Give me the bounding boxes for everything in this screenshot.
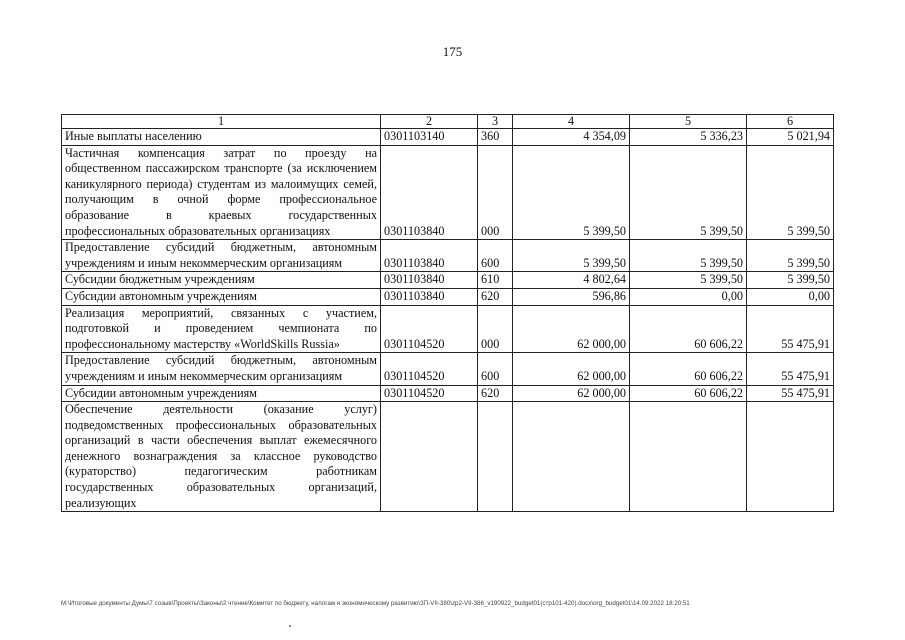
table-row bbox=[62, 272, 834, 289]
row-amount-2 bbox=[630, 402, 747, 512]
row-kvr: 600 bbox=[478, 240, 513, 272]
row-kvr: 620 bbox=[478, 288, 513, 305]
row-amount-2: 5 399,50 bbox=[630, 272, 747, 289]
row-amount-2: 60 606,22 bbox=[630, 305, 747, 353]
header-cell: 6 bbox=[747, 115, 834, 129]
table-row bbox=[62, 240, 834, 272]
row-code: 0301103840 bbox=[381, 145, 478, 240]
row-amount-2: 60 606,22 bbox=[630, 353, 747, 385]
row-code bbox=[381, 402, 478, 512]
scan-speck bbox=[289, 625, 291, 627]
row-amount-3: 5 399,50 bbox=[747, 145, 834, 240]
row-amount-1: 62 000,00 bbox=[513, 385, 630, 402]
table-row bbox=[62, 402, 834, 512]
table-header-row bbox=[62, 115, 834, 129]
row-amount-3: 55 475,91 bbox=[747, 353, 834, 385]
row-code: 0301104520 bbox=[381, 385, 478, 402]
row-amount-2: 5 399,50 bbox=[630, 240, 747, 272]
row-kvr: 600 bbox=[478, 353, 513, 385]
row-amount-1 bbox=[513, 402, 630, 512]
row-name: Частичная компенсация затрат по проезду на общественном пассажирском транспорте (за исключением каникулярного периода) студентам из малоимущих семей, получающим в очной форме профессиональное образование в краевых государственных профессиональных образовательных организациях bbox=[62, 145, 381, 240]
row-kvr: 000 bbox=[478, 305, 513, 353]
table-row bbox=[62, 129, 834, 146]
budget-table bbox=[61, 114, 834, 512]
row-amount-1: 4 802,64 bbox=[513, 272, 630, 289]
row-name: Предоставление субсидий бюджетным, автономным учреждениям и иным некоммерческим организациям bbox=[62, 353, 381, 385]
header-cell: 2 bbox=[381, 115, 478, 129]
row-kvr: 360 bbox=[478, 129, 513, 146]
row-amount-3 bbox=[747, 402, 834, 512]
row-amount-3: 5 399,50 bbox=[747, 272, 834, 289]
row-amount-2: 0,00 bbox=[630, 288, 747, 305]
row-amount-1: 596,86 bbox=[513, 288, 630, 305]
row-name: Иные выплаты населению bbox=[62, 129, 381, 146]
row-code: 0301104520 bbox=[381, 353, 478, 385]
row-name: Обеспечение деятельности (оказание услуг) подведомственных профессиональных образовательных организаций в части обеспечения выплат ежемесячного денежного вознаграждения за классное руководство (кураторство) педагогическим работникам государственных образовательных организаций, реализующих bbox=[62, 402, 381, 512]
row-kvr: 610 bbox=[478, 272, 513, 289]
row-code: 0301103140 bbox=[381, 129, 478, 146]
row-kvr: 000 bbox=[478, 145, 513, 240]
row-amount-1: 62 000,00 bbox=[513, 305, 630, 353]
row-kvr bbox=[478, 402, 513, 512]
row-code: 0301104520 bbox=[381, 305, 478, 353]
row-amount-3: 55 475,91 bbox=[747, 385, 834, 402]
row-amount-3: 5 021,94 bbox=[747, 129, 834, 146]
row-name: Реализация мероприятий, связанных с участием, подготовкой и проведением чемпионата по профессиональному мастерству «WorldSkills Russia» bbox=[62, 305, 381, 353]
table-row bbox=[62, 305, 834, 353]
row-code: 0301103840 bbox=[381, 288, 478, 305]
row-name: Субсидии бюджетным учреждениям bbox=[62, 272, 381, 289]
row-amount-2: 60 606,22 bbox=[630, 385, 747, 402]
document-path-footer: M:\Итоговые документы Думы\7 созыв\Проекты\Законы\2 чтение\Комитет по бюджету, налогам и экономическому развитию\ЗП-VII-380\zp2-VII-386_v190922_budget01(стр101-420).docx\org_budget01\14.09.2022 18:20:51 bbox=[61, 600, 690, 607]
header-cell: 4 bbox=[513, 115, 630, 129]
row-code: 0301103840 bbox=[381, 240, 478, 272]
header-cell: 5 bbox=[630, 115, 747, 129]
table-row bbox=[62, 288, 834, 305]
row-amount-1: 62 000,00 bbox=[513, 353, 630, 385]
table-row bbox=[62, 353, 834, 385]
row-amount-1: 5 399,50 bbox=[513, 240, 630, 272]
header-cell: 3 bbox=[478, 115, 513, 129]
row-name: Субсидии автономным учреждениям bbox=[62, 385, 381, 402]
row-amount-3: 55 475,91 bbox=[747, 305, 834, 353]
header-cell: 1 bbox=[62, 115, 381, 129]
row-amount-2: 5 399,50 bbox=[630, 145, 747, 240]
row-name: Субсидии автономным учреждениям bbox=[62, 288, 381, 305]
table-row bbox=[62, 145, 834, 240]
row-amount-2: 5 336,23 bbox=[630, 129, 747, 146]
row-amount-3: 5 399,50 bbox=[747, 240, 834, 272]
row-code: 0301103840 bbox=[381, 272, 478, 289]
page-number: 175 bbox=[442, 44, 463, 59]
row-amount-1: 5 399,50 bbox=[513, 145, 630, 240]
row-amount-3: 0,00 bbox=[747, 288, 834, 305]
row-name: Предоставление субсидий бюджетным, автономным учреждениям и иным некоммерческим организациям bbox=[62, 240, 381, 272]
row-amount-1: 4 354,09 bbox=[513, 129, 630, 146]
row-kvr: 620 bbox=[478, 385, 513, 402]
table-row bbox=[62, 385, 834, 402]
